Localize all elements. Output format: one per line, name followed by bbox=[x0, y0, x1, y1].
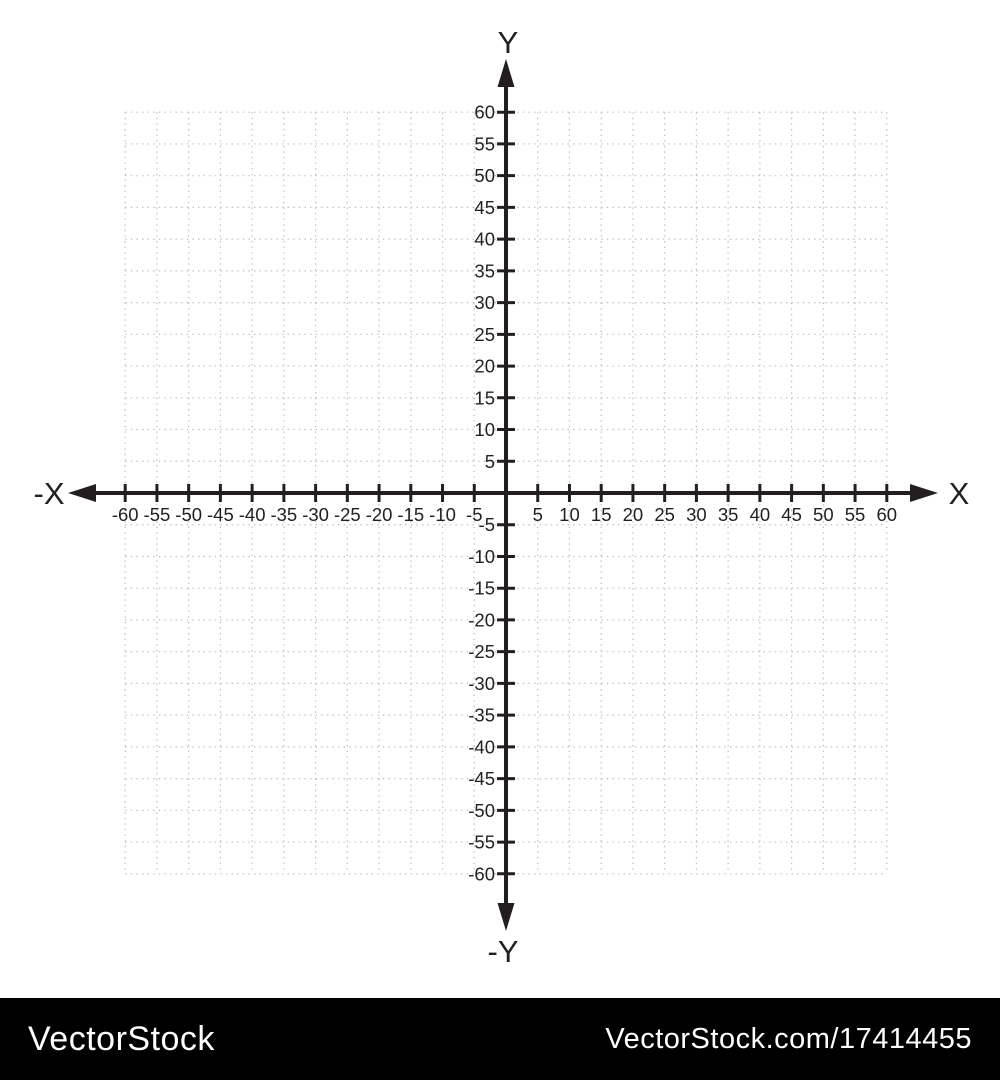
x-axis-left-arrow-icon bbox=[68, 484, 96, 502]
y-axis-tick-label: -45 bbox=[468, 768, 495, 790]
x-axis-negative-label: -X bbox=[33, 476, 65, 511]
x-axis-tick-label: 60 bbox=[876, 504, 898, 525]
x-axis-tick-label: 10 bbox=[559, 504, 580, 525]
x-axis-tick-label: -15 bbox=[397, 504, 425, 525]
y-axis-tick-label: -60 bbox=[468, 863, 495, 885]
y-axis-tick-label: -50 bbox=[468, 799, 495, 821]
y-axis-top-arrow-icon bbox=[498, 59, 515, 87]
y-axis-tick-label: 10 bbox=[474, 419, 495, 441]
y-axis-tick-label: -10 bbox=[468, 545, 495, 567]
y-axis-positive-label: Y bbox=[497, 25, 519, 60]
y-axis-tick-label: 50 bbox=[474, 165, 495, 187]
x-axis-positive-label: X bbox=[948, 476, 970, 511]
y-axis-negative-label: -Y bbox=[487, 934, 519, 969]
x-axis-right-arrow-icon bbox=[910, 484, 938, 502]
x-axis-tick-label: 45 bbox=[781, 504, 802, 525]
x-axis-tick-label: -55 bbox=[143, 504, 171, 525]
y-axis-tick-label: -20 bbox=[468, 609, 495, 631]
y-axis-tick-label: 5 bbox=[484, 450, 495, 472]
x-axis-tick-label: 50 bbox=[813, 504, 834, 525]
x-axis-tick-label: -35 bbox=[270, 504, 298, 525]
y-axis-tick-label: -55 bbox=[468, 831, 495, 853]
vectorstock-url-text: VectorStock.com/17414455 bbox=[605, 1022, 972, 1055]
x-axis-tick-label: 5 bbox=[532, 504, 543, 525]
y-axis-tick-label: 15 bbox=[474, 387, 495, 409]
x-axis-tick-label: 35 bbox=[717, 504, 739, 525]
y-axis-tick-label: 60 bbox=[474, 101, 495, 123]
x-axis-tick-label: -30 bbox=[302, 504, 329, 525]
x-axis-tick-label: -10 bbox=[429, 504, 456, 525]
y-axis-tick-label: 35 bbox=[474, 260, 495, 282]
axis-end-labels bbox=[34, 25, 970, 969]
y-axis-tick-label: -35 bbox=[468, 704, 495, 726]
x-axis-tick-label: 40 bbox=[749, 504, 771, 525]
x-axis-tick-label: 20 bbox=[622, 504, 644, 525]
y-axis-tick-label: -25 bbox=[468, 641, 495, 663]
y-axis-tick-label: -30 bbox=[468, 672, 495, 694]
x-axis-tick-label: 30 bbox=[686, 504, 707, 525]
x-axis-tick-label: -5 bbox=[466, 504, 483, 525]
x-axis-tick-label: 55 bbox=[844, 504, 866, 525]
x-axis-tick-label: -20 bbox=[365, 504, 393, 525]
y-axis-tick-label: 45 bbox=[474, 196, 495, 218]
y-axis-tick-label: 25 bbox=[474, 323, 495, 345]
y-axis-tick-label: -15 bbox=[468, 577, 495, 599]
x-axis-tick-label: 15 bbox=[590, 504, 612, 525]
watermark-bar bbox=[0, 998, 1000, 1080]
y-axis-tick-label: 40 bbox=[474, 228, 495, 250]
x-axis-tick-label: -60 bbox=[111, 504, 139, 525]
y-axis-tick-label: 55 bbox=[474, 133, 495, 155]
y-axis-tick-label: -40 bbox=[468, 736, 495, 758]
y-axis-tick-label: -5 bbox=[478, 514, 495, 536]
y-axis-tick-label: 20 bbox=[474, 355, 495, 377]
x-axis-tick-label: -25 bbox=[333, 504, 361, 525]
y-axis-tick-label: 30 bbox=[474, 292, 495, 314]
x-axis-tick-label: -45 bbox=[207, 504, 234, 525]
vectorstock-brand-text: VectorStock bbox=[28, 1019, 215, 1058]
x-axis-tick-label: -50 bbox=[175, 504, 203, 525]
y-axis-bottom-arrow-icon bbox=[498, 903, 515, 931]
x-axis-tick-label: 25 bbox=[654, 504, 675, 525]
x-axis-tick-label: -40 bbox=[238, 504, 266, 525]
